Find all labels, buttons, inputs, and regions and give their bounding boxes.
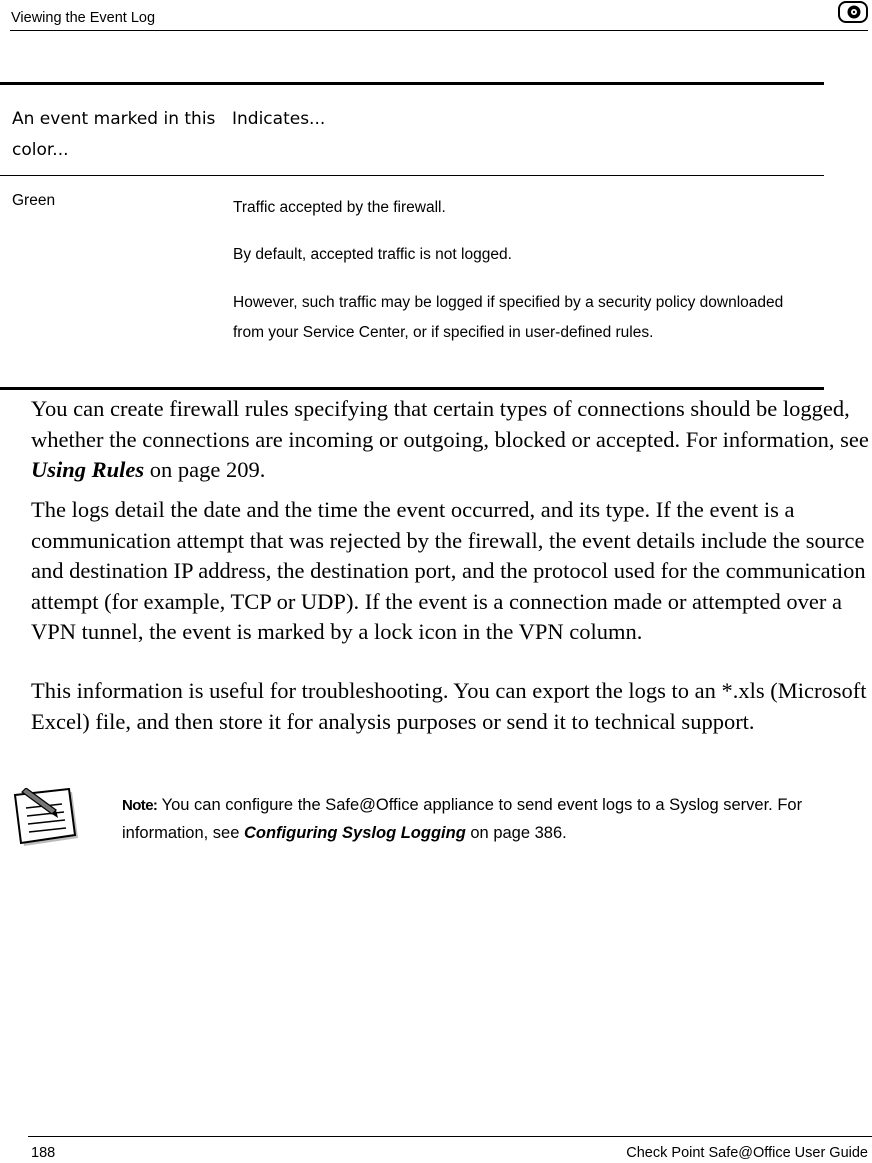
table-header-indicates: Indicates...: [232, 109, 326, 129]
body-paragraph: [31, 676, 871, 737]
note-body: You can configure the Safe@Office appliance to send event logs to a Syslog server. For information, see: [122, 796, 803, 842]
note-label: Note:: [122, 797, 158, 814]
note-body: on page 386.: [465, 823, 567, 842]
table-header-color: An event marked in this color...: [12, 109, 216, 160]
page-header: [0, 0, 872, 32]
paragraph-text: This information is useful for troubleshooting. You can export the logs to an *.xls (Microsoft Excel) file, and then store it for analysis purposes or send it to technical support.: [31, 678, 867, 734]
note-text: [122, 792, 822, 846]
cd-disc-icon: [838, 1, 868, 23]
body-paragraph: [31, 495, 871, 648]
note-pad-icon: [12, 788, 80, 848]
table-bottom-rule: [0, 387, 824, 390]
table-cell-color: Green: [12, 192, 56, 209]
footer-rule: [28, 1136, 872, 1137]
guide-title: Check Point Safe@Office User Guide: [626, 1145, 868, 1161]
indicates-line: By default, accepted traffic is not logged.: [233, 246, 512, 263]
table-header-rule: [0, 175, 824, 176]
cross-reference-link[interactable]: Configuring Syslog Logging: [243, 823, 466, 842]
paragraph-text: You can create firewall rules specifying that certain types of connections should be logged, whether the connections are incoming or outgoing, blocked or accepted. For information, see: [31, 396, 869, 452]
body-paragraph: [31, 394, 871, 486]
paragraph-text: on page 209.: [144, 457, 266, 482]
header-rule: [10, 30, 868, 31]
paragraph-text: The logs detail the date and the time the event occurred, and its type. If the event is a communication attempt that was rejected by the firewall, the event details include the source and destination IP address, the destination port, and the protocol used for the communication attempt (for example, TCP or UDP). If the event is a connection made or attempted over a VPN tunnel, the event is marked by a lock icon in the VPN column.: [31, 497, 866, 644]
table-top-rule: [0, 82, 824, 85]
cross-reference-link[interactable]: Using Rules: [31, 457, 145, 482]
indicates-line: However, such traffic may be logged if specified by a security policy downloaded from your Service Center, or if specified in user-defined rules.: [233, 294, 784, 341]
indicates-line: Traffic accepted by the firewall.: [233, 199, 446, 216]
header-title: Viewing the Event Log: [11, 10, 156, 26]
page-number: 188: [31, 1145, 56, 1161]
